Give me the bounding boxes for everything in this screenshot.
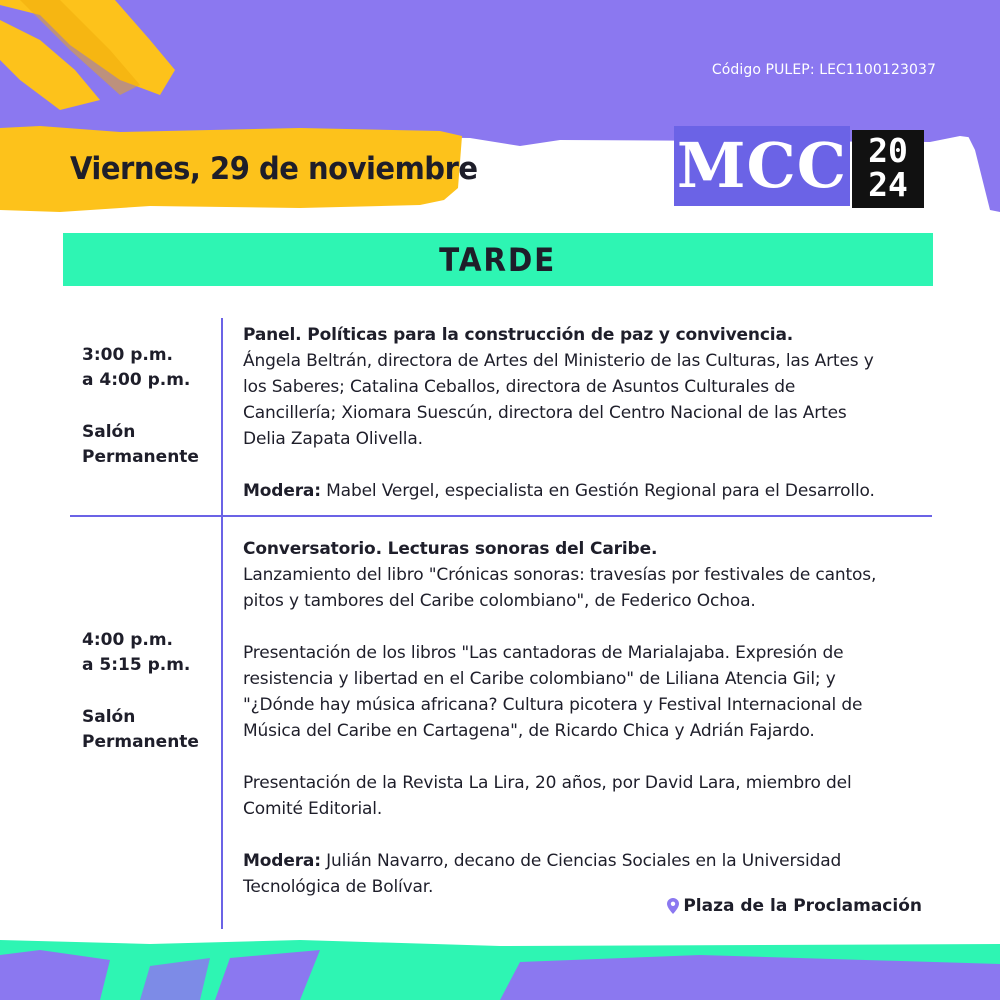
event-2-para2-line: Música del Caribe en Cartagena", de Ricardo Chica y Adrián Fajardo. [243, 721, 815, 741]
logo-year [852, 130, 924, 208]
event-2-moderator-text: Julián Navarro, decano de Ciencias Sociales en la Universidad [320, 851, 842, 871]
event-2-para3-line: Comité Editorial. [243, 799, 383, 819]
event-1-time-block [82, 343, 217, 470]
event-1-moderator-label: Modera: [243, 481, 321, 501]
event-2-para1-line: Lanzamiento del libro "Crónicas sonoras: travesías por festivales de cantos, [243, 565, 877, 585]
logo-year-top: 20 [868, 131, 908, 170]
event-1-time-start: 3:00 p.m. [82, 345, 174, 365]
event-1-title: Panel. Políticas para la construcción de paz y convivencia. [243, 325, 794, 345]
event-1-line: Ángela Beltrán, directora de Artes del Ministerio de las Culturas, las Artes y [243, 351, 874, 371]
event-2-moderator-label: Modera: [243, 851, 321, 871]
event-2-details [243, 536, 943, 900]
event-2-time-end: a 5:15 p.m. [82, 655, 191, 675]
row-divider [70, 515, 932, 517]
event-1-line: los Saberes; Catalina Ceballos, directora de Asuntos Culturales de [243, 377, 796, 397]
event-1-room-line1: Salón [82, 422, 136, 442]
logo-year-bottom: 24 [868, 165, 908, 204]
event-1-room-line2: Permanente [82, 447, 199, 467]
event-2-para2-line: "¿Dónde hay música africana? Cultura picotera y Festival Internacional de [243, 695, 863, 715]
event-2-moderator [243, 848, 943, 874]
event-2-time-start: 4:00 p.m. [82, 630, 174, 650]
section-title: TARDE [439, 241, 557, 279]
section-header-band [63, 233, 933, 286]
event-2-time-block [82, 628, 217, 755]
event-2-title: Conversatorio. Lecturas sonoras del Caribe. [243, 539, 658, 559]
pulep-code: Código PULEP: LEC1100123037 [711, 62, 936, 78]
event-2-para2-line: Presentación de los libros "Las cantadoras de Marialajaba. Expresión de [243, 643, 844, 663]
event-2-room-line2: Permanente [82, 732, 199, 752]
venue-name: Plaza de la Proclamación [683, 896, 922, 916]
event-2-para2-line: resistencia y libertad en el Caribe colombiano" de Liliana Atencia Gil; y [243, 669, 836, 689]
venue-location [667, 896, 922, 916]
event-1-time-end: a 4:00 p.m. [82, 370, 191, 390]
event-1-details [243, 322, 943, 504]
column-divider [221, 318, 223, 929]
bottom-purple-stroke-right [500, 955, 1000, 1000]
event-2-room-line1: Salón [82, 707, 136, 727]
event-2-para3-line: Presentación de la Revista La Lira, 20 años, por David Lara, miembro del [243, 773, 852, 793]
event-1-moderator [243, 478, 943, 504]
date-title: Viernes, 29 de noviembre [70, 150, 478, 187]
event-2-para1-line: pitos y tambores del Caribe colombiano", de Federico Ochoa. [243, 591, 756, 611]
map-pin-icon [667, 898, 679, 914]
event-1-moderator-text: Mabel Vergel, especialista en Gestión Regional para el Desarrollo. [320, 481, 875, 501]
logo-letters: MCC [674, 126, 850, 206]
mcc-2024-logo [674, 126, 924, 208]
event-2-moderator-line2: Tecnológica de Bolívar. [243, 877, 434, 897]
event-1-line: Cancillería; Xiomara Suescún, directora del Centro Nacional de las Artes [243, 403, 847, 423]
event-1-line: Delia Zapata Olivella. [243, 429, 423, 449]
